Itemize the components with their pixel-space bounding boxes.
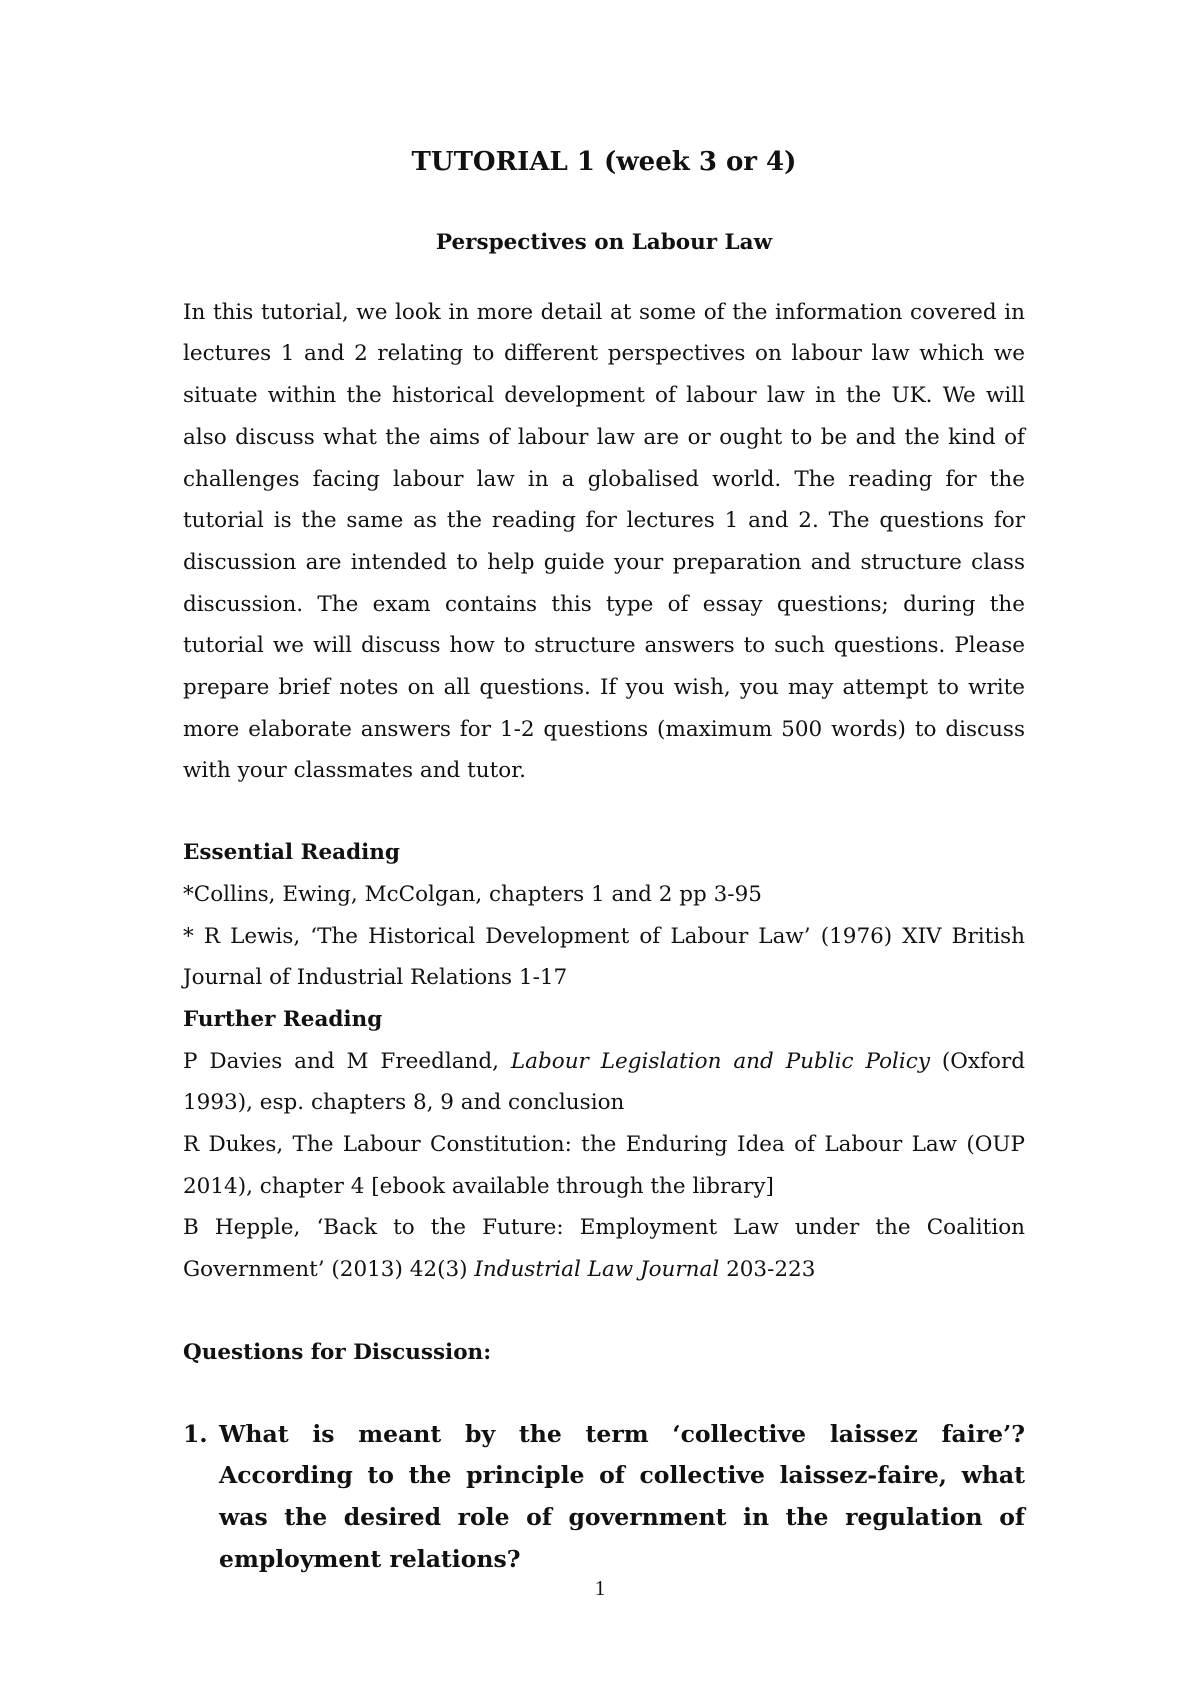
- intro-paragraph: In this tutorial, we look in more detail at some of the information covered in lectures 1 and 2 relating to different perspectives on labour law which we situate within the historical development of labour law in the UK. We will also discuss what the aims of labour law are or ought to be and the kind of challenges facing labour law in a globalised world. The reading for the tutorial is the same as the reading for lectures 1 and 2. The questions for discussion are intended to help guide your preparation and structure class discussion. The exam contains this type of essay questions; during the tutorial we will discuss how to structure answers to such questions. Please prepare brief notes on all questions. If you wish, you may attempt to write more elaborate answers for 1-2 questions (maximum 500 words) to discuss with your classmates and tutor.: [183, 299, 1025, 784]
- reading-text: R Dukes, The Labour Constitution: the Enduring Idea of Labour Law (OUP 2014), chapter 4 [ebook available through the library]: [183, 1132, 1025, 1199]
- document-subtitle: Perspectives on Labour Law: [435, 230, 773, 255]
- further-reading-list: [183, 1041, 1025, 1291]
- questions-list: [183, 1414, 1025, 1581]
- reading-item: *Collins, Ewing, McColgan, chapters 1 and 2 pp 3-95: [183, 881, 762, 907]
- questions-heading: Questions for Discussion:: [183, 1339, 492, 1365]
- reading-text: P Davies and M Freedland,: [183, 1048, 511, 1074]
- further-reading-heading: Further Reading: [183, 1006, 383, 1032]
- page-number: 1: [594, 1576, 606, 1600]
- essential-reading-heading: Essential Reading: [183, 840, 400, 866]
- reading-text: B Hepple, ‘Back to the Future: Employment Law under the Coalition Government’ (2013) 42(3): [183, 1215, 1025, 1283]
- reading-item: * R Lewis, ‘The Historical Development of Labour Law’ (1976) XIV British Journal of Industrial Relations 1-17: [183, 923, 1025, 991]
- reading-item: [183, 1207, 1025, 1290]
- reading-title-italic: Industrial Law Journal: [474, 1257, 720, 1283]
- reading-text: 203-223: [719, 1257, 816, 1283]
- essential-reading-list: [183, 874, 1025, 999]
- question-number: 1.: [183, 1419, 208, 1448]
- document-body: [183, 138, 1025, 1580]
- question-item: [183, 1414, 1025, 1581]
- document-title: TUTORIAL 1 (week 3 or 4): [411, 147, 797, 177]
- question-text: What is meant by the term ‘collective laissez faire’? According to the principle of collective laissez-faire, what was the desired role of government in the regulation of employment relations?: [219, 1419, 1025, 1573]
- reading-item: [183, 1041, 1025, 1124]
- reading-item: [183, 1124, 1025, 1207]
- reading-text: (Oxford 1993), esp. chapters 8, 9 and conclusion: [183, 1048, 1025, 1116]
- reading-title-italic: Labour Legislation and Public Policy: [510, 1048, 930, 1074]
